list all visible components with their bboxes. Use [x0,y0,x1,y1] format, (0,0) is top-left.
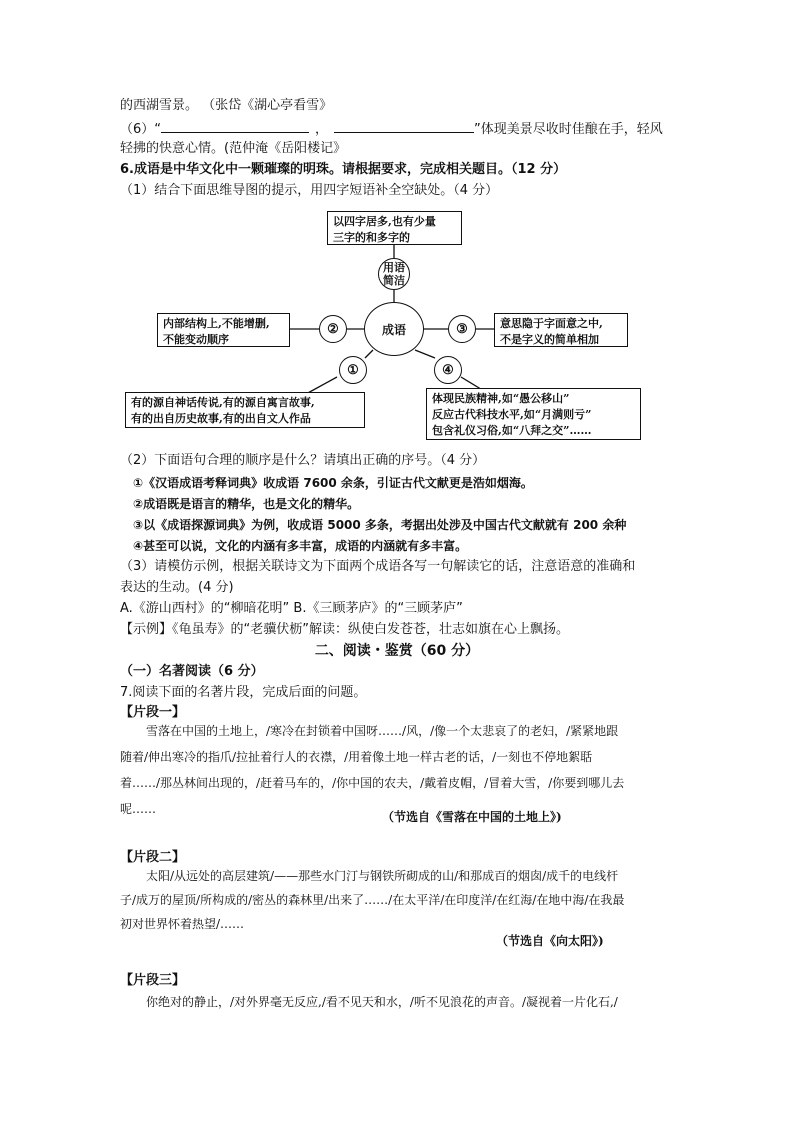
box-line: 不是字义的简单相加 [500,333,599,346]
box-line: 有的出自历史故事,有的出自文人作品 [131,412,311,425]
mindmap-node-concise [378,258,410,290]
fragment-3-line: 你绝对的静止，/对外界毫无反应,/看不见天和水，/听不见浪花的声音。/凝视着一片化石,/ [146,995,618,1009]
mindmap-blank-1[interactable]: ① [339,356,367,384]
mindmap-box-structure [157,313,290,347]
node-line: 简洁 [383,274,405,287]
fragment-2-line: 子/成万的屋顶/所构成的/密丛的森林里/出来了……/在太平洋/在印度洋/在红海/在地中海/在我最 [120,893,625,907]
box-line: 意思隐于字面意之中, [500,317,603,330]
box-line: 反应古代科技水平,如“月满则亏” [432,408,592,421]
example-line: 【示例】《龟虽寿》的“老骥伏枥”解读：纵使白发苍苍，壮志如旗在心上飘扬。 [120,622,569,637]
mindmap-box-length [327,211,462,245]
mindmap-blank-2[interactable]: ② [319,315,347,343]
mindmap-center-node: 成语 [364,302,424,356]
question-6-heading: 6.成语是中华文化中一颗璀璨的明珠。请根据要求，完成相关题目。（12 分） [120,162,567,177]
idiom-options: A.《游山西村》的“柳暗花明” B.《三顾茅庐》的“三顾茅庐” [120,601,463,616]
box-line: 三字的和多字的 [333,231,410,244]
comma: ， [315,122,329,137]
q-text: ”体现美景尽收时佳酿在手，轻风 [474,122,663,137]
question-6-2: （2）下面语句合理的顺序是什么？请填出正确的序号。（4 分） [120,453,486,468]
mindmap-box-origin [125,392,365,428]
fragment-1-line: 随着/伸出寒冷的指爪/拉扯着行人的衣襟，/用着像土地一样古老的话，/一刻也不停地絮聒 [120,750,593,764]
fragment-2-source: （节选自《向太阳》) [496,934,604,948]
box-line: 内部结构上,不能增删, [163,317,270,330]
fragment-1-title: 【片段一】 [120,705,186,720]
fragment-1-line: 着……/那丛林间出现的，/赶着马车的，/你中国的农夫，/戴着皮帽，/冒着大雪，/你要到哪儿去 [120,776,625,790]
fragment-2-line: 太阳/从远处的高层建筑/——那些水门汀与钢铁所砌成的山/和那成百的烟囱/成千的电线杆 [146,869,619,883]
node-line: 用语 [383,261,405,274]
fragment-2-line: 初对世界怀着热望/…… [120,917,245,931]
fragment-2-title: 【片段二】 [120,850,186,865]
question-6-3-cont: 表达的生动。(4 分) [120,580,234,595]
mindmap-blank-3[interactable]: ③ [448,315,476,343]
text-line: 的西湖雪景。 （张岱《湖心亭看雪》 [120,98,333,113]
mindmap-blank-4[interactable]: ④ [434,356,462,384]
sentence-2: ②成语既是语言的精华，也是文化的精华。 [133,497,360,511]
question-6-3: （3）请模仿示例，根据关联诗文为下面两个成语各写一句解读它的话，注意语意的准确和 [120,559,636,574]
sentence-4: ④甚至可以说，文化的内涵有多丰富，成语的内涵就有多丰富。 [133,539,468,553]
box-line: 包含礼仪习俗,如“八拜之交”…… [432,424,592,437]
fragment-3-title: 【片段三】 [120,973,186,988]
mindmap-box-culture [426,388,641,440]
box-line: 以四字居多,也有少量 [333,215,436,228]
fragment-1-source: （节选自《雪落在中国的土地上》) [382,810,562,824]
fragment-1-line: 呢…… [120,802,157,816]
q-number: （6）“ [120,122,162,137]
subsection-title: （一）名著阅读（6 分） [120,664,264,679]
question-6-1: （1）结合下面思维导图的提示，用四字短语补全空缺处。（4 分） [120,183,499,198]
mindmap-box-meaning [494,313,628,347]
question-7: 7.阅读下面的名著片段，完成后面的问题。 [120,685,367,700]
box-line: 有的源自神话传说,有的源自寓言故事, [131,396,315,409]
box-line: 不能变动顺序 [163,333,229,346]
sentence-3: ③以《成语探源词典》为例，收成语 5000 多条，考据出处涉及中国古代文献就有 200 余种 [133,518,627,532]
section-title: 二、阅读・鉴赏（60 分） [314,643,480,659]
box-line: 体现民族精神,如“愚公移山” [432,392,570,405]
text-line: 轻拂的快意心情。(范仲淹《岳阳楼记》 [120,141,347,156]
fragment-1-line: 雪落在中国的土地上，/寒冷在封锁着中国呀……/风，/像一个太悲哀了的老妇，/紧紧地跟 [146,724,619,738]
sentence-1: ①《汉语成语考释词典》收成语 7600 余条，引证古代文献更是浩如烟海。 [133,476,533,490]
